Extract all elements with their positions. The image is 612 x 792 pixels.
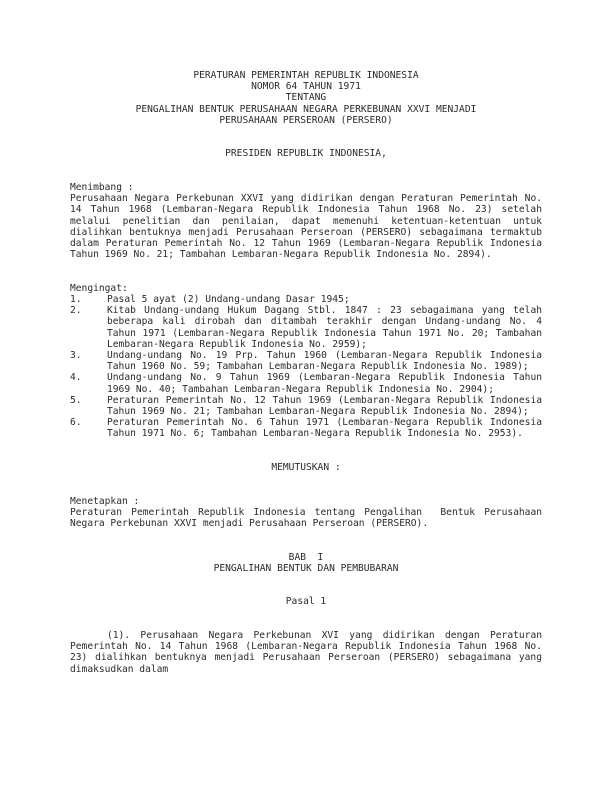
- mengingat-section: [70, 282, 548, 440]
- list-item-text: Peraturan Pemerintah No. 6 Tahun 1971 (Lembaran-Negara Republik Indonesia Tahun 1971 No. 6; Tambahan Lembaran-Negara Republik Indonesia No. 2953).: [107, 417, 548, 440]
- header-line-tentang: TENTANG: [285, 92, 327, 104]
- list-item-marker: 5.: [70, 394, 82, 406]
- list-item: [70, 294, 542, 305]
- spacer: [70, 451, 542, 462]
- spacer: [70, 272, 542, 283]
- spacer: [70, 440, 542, 451]
- spacer: [70, 585, 542, 596]
- spacer: [70, 260, 542, 271]
- spacer: [70, 619, 542, 630]
- spacer: [70, 484, 542, 495]
- list-item-marker: 2.: [70, 305, 82, 317]
- spacer: [70, 473, 542, 484]
- list-item-text: Kitab Undang-undang Hukum Dagang Stbl. 1847 : 23 sebagaimana yang telah beberapa kali dirobah dan ditambah terakhir dengan Undang-undang No. 4 Tahun 1971 (Lembaran-Negara Republik Indonesia Tahun 1971 No. 20; Tambahan Lembaran-Negara Republik Indonesia No. 2959);: [107, 305, 548, 350]
- list-item-text: Undang-undang No. 9 Tahun 1969 (Lembaran-Negara Republik Indonesia Tahun 1969 No. 40; Tambahan Lembaran-Negara Republik Indonesia No. 2904);: [107, 372, 548, 395]
- spacer: [70, 574, 542, 585]
- list-item: [70, 394, 548, 417]
- menimbang-label: Menimbang :: [70, 181, 134, 193]
- pasal-paragraph-1: (1). Perusahaan Negara Perkebunan XVI yang didirikan dengan Peraturan Pemerintah No. 14 Tahun 1968 (Lembaran-Negara Republik Indonesia Tahun 1968 No. 23) dialihkan bentuknya menjadi Perusahaan Perseroan (PERSERO) sebagaimana yang dimaksudkan dalam: [70, 629, 548, 675]
- spacer: [70, 171, 542, 182]
- spacer: [70, 160, 542, 171]
- mengingat-list: [70, 293, 548, 440]
- document-content: [70, 70, 554, 675]
- mengingat-label: Mengingat:: [70, 282, 128, 294]
- list-item: [70, 372, 548, 395]
- spacer: [70, 137, 542, 148]
- header-line-regulation-title: PERATURAN PEMERINTAH REPUBLIK INDONESIA: [193, 70, 419, 81]
- list-item-text: Pasal 5 ayat (2) Undang-undang Dasar 1945;: [107, 293, 350, 305]
- list-item-text: Peraturan Pemerintah No. 12 Tahun 1969 (Lembaran-Negara Republik Indonesia Tahun 1969 No. 21; Tambahan Lembaran-Negara Republik Indonesia No. 2894);: [107, 394, 548, 417]
- list-item-marker: 3.: [70, 349, 82, 361]
- menimbang-body: Perusahaan Negara Perkebunan XXVI yang didirikan dengan Peraturan Pemerintah No. 14 Tahun 1968 (Lembaran-Negara Republik Indonesia Tahun 1968 No. 23) setelah melalui penelitian dan penilaian, dapat memenuhi ketentuan-ketentuan untuk dialihkan bentuknya menjadi Perusahaan Perseroan (PERSERO) sebagaimana termaktub dalam Peraturan Pemerintah No. 12 Tahun 1969 (Lembaran-Negara Republik Indonesia Tahun 1969 No. 21; Tambahan Lembaran-Negara Republik Indonesia No. 2894).: [70, 193, 548, 261]
- president-heading: PRESIDEN REPUBLIK INDONESIA,: [225, 148, 387, 160]
- menetapkan-section: [70, 495, 554, 530]
- list-item: [70, 305, 548, 350]
- spacer: [70, 608, 542, 619]
- document-header: [70, 70, 542, 126]
- list-item: [70, 417, 548, 440]
- menetapkan-body: Peraturan Pemerintah Republik Indonesia tentang Pengalihan Bentuk Perusahaan Negara Perkebunan XXVI menjadi Perusahaan Perseroan (PERSERO).: [70, 506, 554, 529]
- list-item-text: Undang-undang No. 19 Prp. Tahun 1960 (Lembaran-Negara Republik Indonesia Tahun 1960 No. 59; Tambahan Lembaran-Negara Republik Indonesia No. 1989);: [107, 349, 548, 373]
- bab-section: [70, 552, 542, 574]
- list-item-marker: 1.: [70, 293, 82, 305]
- header-line-subject-2: PERUSAHAAN PERSEROAN (PERSERO): [219, 114, 393, 126]
- spacer: [70, 540, 542, 551]
- header-line-subject-1: PENGALIHAN BENTUK PERUSAHAAN NEGARA PERKEBUNAN XXVI MENJADI: [135, 103, 477, 115]
- list-item: [70, 349, 548, 373]
- spacer: [70, 529, 542, 540]
- menimbang-section: [70, 181, 548, 261]
- bab-title: PENGALIHAN BENTUK DAN PEMBUBARAN: [213, 562, 399, 574]
- pasal-heading: Pasal 1: [285, 596, 327, 608]
- list-item-marker: 6.: [70, 417, 82, 429]
- pasal-section: [70, 596, 548, 675]
- list-item-marker: 4.: [70, 372, 82, 384]
- spacer: [70, 126, 542, 137]
- menetapkan-label: Menetapkan :: [70, 495, 140, 507]
- bab-number: BAB I: [288, 551, 324, 563]
- memutuskan-heading: MEMUTUSKAN :: [271, 461, 341, 473]
- header-line-number: NOMOR 64 TAHUN 1971: [251, 81, 361, 93]
